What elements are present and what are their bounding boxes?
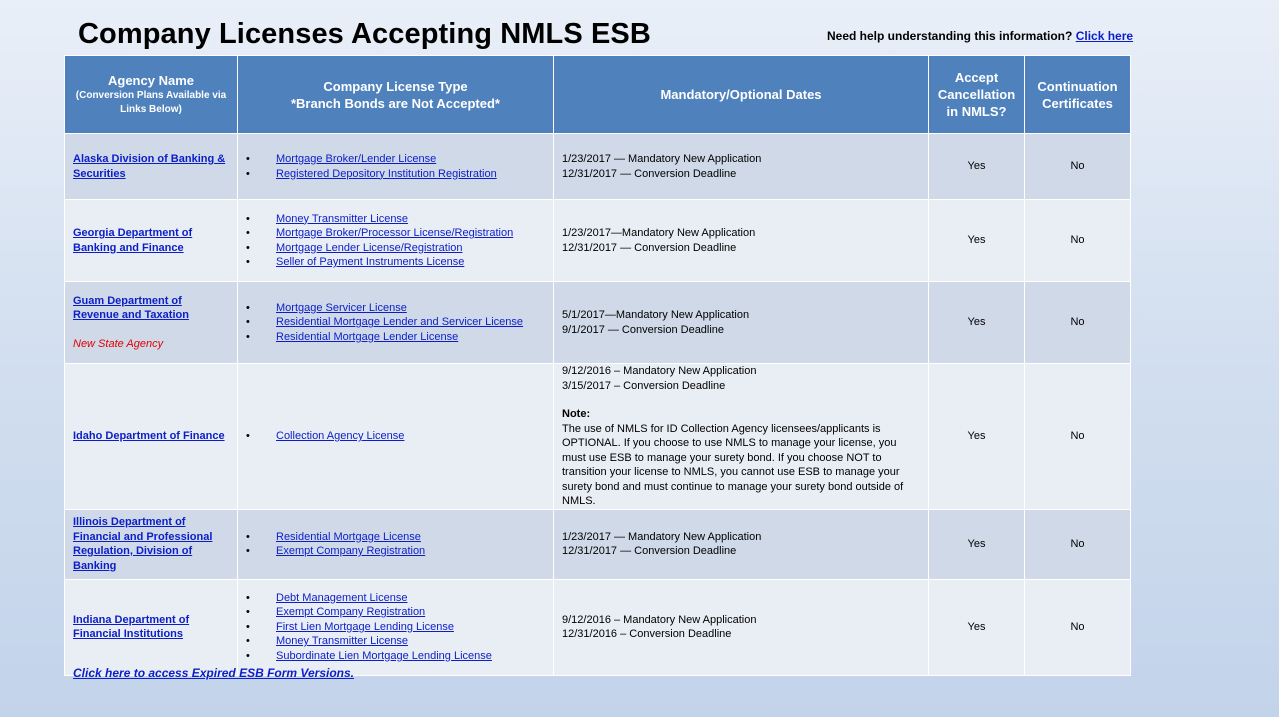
license-list [246, 152, 545, 181]
help-prompt: Need help understanding this information? [827, 29, 1073, 43]
page-title: Company Licenses Accepting NMLS ESB [78, 18, 651, 50]
license-item [246, 212, 545, 227]
license-link[interactable]: Money Transmitter License [276, 635, 409, 648]
header-row [65, 56, 1131, 134]
date-line: 1/23/2017 — Mandatory New Application [562, 530, 762, 543]
license-item [246, 591, 545, 606]
license-item [246, 315, 545, 330]
header-agency-label: Agency Name [108, 73, 194, 88]
header-license-sub: *Branch Bonds are Not Accepted* [290, 95, 500, 111]
continuation-cell: No [1025, 509, 1131, 579]
license-cell [238, 364, 554, 510]
agency-link[interactable]: Guam Department of Revenue and Taxation [73, 294, 189, 322]
cancellation-cell: Yes [929, 509, 1025, 579]
license-link[interactable]: Residential Mortgage Lender and Servicer License [276, 316, 524, 329]
date-line: 9/12/2016 – Mandatory New Application [562, 365, 757, 377]
license-item [246, 241, 545, 256]
license-cell [238, 282, 554, 364]
header-license-label: Company License Type [323, 78, 468, 94]
header-cancel: Accept Cancellation in NMLS? [929, 56, 1025, 134]
continuation-cell: No [1025, 579, 1131, 675]
cancellation-cell: Yes [929, 282, 1025, 364]
license-link[interactable]: Residential Mortgage Lender License [276, 330, 459, 343]
agency-link[interactable]: Alaska Division of Banking & Securities [73, 153, 226, 180]
table-row [65, 200, 1131, 282]
continuation-cell: No [1025, 282, 1131, 364]
date-line: 12/31/2016 – Conversion Deadline [562, 628, 732, 640]
cancellation-cell: Yes [929, 364, 1025, 510]
license-item [246, 226, 545, 241]
license-item [246, 634, 545, 649]
agency-cell [65, 509, 238, 579]
agency-link[interactable]: Indiana Department of Financial Institutions [73, 613, 190, 640]
agency-link[interactable]: Idaho Department of Finance [73, 430, 225, 442]
licenses-table [64, 55, 1131, 676]
dates-cell [554, 134, 929, 200]
license-link[interactable]: Mortgage Servicer License [276, 301, 407, 314]
date-line: 3/15/2017 – Conversion Deadline [562, 379, 726, 392]
license-link[interactable]: Residential Mortgage License [276, 530, 421, 543]
license-cell [238, 509, 554, 579]
agency-cell [65, 282, 238, 364]
dates-cell [554, 509, 929, 579]
agency-cell [65, 364, 238, 510]
header-license [238, 56, 554, 134]
header-agency-sub: (Conversion Plans Available via Links Below) [75, 90, 227, 115]
license-link[interactable]: Mortgage Broker/Processor License/Registration [276, 227, 514, 239]
header-dates: Mandatory/Optional Dates [554, 56, 929, 134]
agency-cell [65, 200, 238, 282]
cancellation-cell: Yes [929, 579, 1025, 675]
table-row [65, 364, 1131, 510]
license-cell [238, 579, 554, 675]
table-row [65, 134, 1131, 200]
license-link[interactable]: Collection Agency License [276, 430, 405, 442]
cancellation-cell: Yes [929, 200, 1025, 282]
dates-cell [554, 579, 929, 675]
agency-cell [65, 579, 238, 675]
cancellation-cell: Yes [929, 134, 1025, 200]
date-line: 12/31/2017 — Conversion Deadline [562, 167, 737, 180]
table-row [65, 282, 1131, 364]
license-item [246, 255, 545, 270]
license-list [246, 212, 545, 270]
new-agency-tag: New State Agency [73, 337, 164, 350]
date-line: 12/31/2017 — Conversion Deadline [562, 241, 737, 254]
note-label: Note: [562, 408, 591, 420]
table-body [65, 134, 1131, 676]
date-line: 12/31/2017 — Conversion Deadline [562, 545, 737, 557]
date-line: 1/23/2017 — Mandatory New Application [562, 153, 762, 165]
license-item [246, 167, 545, 182]
license-link[interactable]: Debt Management License [276, 591, 408, 604]
license-item [246, 152, 545, 167]
dates-cell [554, 364, 929, 510]
license-link[interactable]: Mortgage Broker/Lender License [276, 153, 437, 165]
license-list [246, 301, 545, 345]
license-item [246, 649, 545, 664]
table-row [65, 509, 1131, 579]
license-item [246, 429, 545, 444]
note-body: The use of NMLS for ID Collection Agency licensees/applicants is OPTIONAL. If you choose to use NMLS to manage your license, you must use ESB to manage your surety bond. If you choose NOT to transition your license to NMLS, you cannot use ESB to manage your surety bond and must continue to manage your surety bond outside of NMLS. [562, 422, 904, 507]
license-link[interactable]: Exempt Company Registration [276, 545, 426, 557]
license-item [246, 544, 545, 559]
license-link[interactable]: First Lien Mortgage Lending License [276, 620, 454, 633]
license-link[interactable]: Mortgage Lender License/Registration [276, 241, 463, 254]
dates-cell [554, 200, 929, 282]
continuation-cell: No [1025, 200, 1131, 282]
date-line: 5/1/2017—Mandatory New Application [562, 309, 750, 321]
note-text [562, 407, 920, 509]
help-link[interactable]: Click here [1075, 29, 1134, 43]
dates-cell [554, 282, 929, 364]
header-agency [65, 56, 238, 134]
license-item [246, 301, 545, 316]
license-list [246, 429, 545, 444]
date-line: 9/1/2017 — Conversion Deadline [562, 323, 725, 336]
continuation-cell: No [1025, 134, 1131, 200]
agency-cell [65, 134, 238, 200]
license-cell [238, 134, 554, 200]
date-line: 9/12/2016 – Mandatory New Application [562, 613, 757, 626]
license-item [246, 530, 545, 545]
license-link[interactable]: Subordinate Lien Mortgage Lending License [276, 649, 492, 662]
table-row [65, 579, 1131, 675]
expired-forms-link[interactable]: Click here to access Expired ESB Form Versions. [73, 666, 355, 680]
license-list [246, 530, 545, 559]
license-link[interactable]: Seller of Payment Instruments License [276, 256, 465, 268]
license-item [246, 330, 545, 345]
license-item [246, 620, 545, 635]
license-link[interactable]: Money Transmitter License [276, 212, 409, 225]
license-item [246, 605, 545, 620]
help-text [827, 29, 1133, 43]
date-line: 1/23/2017—Mandatory New Application [562, 227, 756, 239]
continuation-cell: No [1025, 364, 1131, 510]
license-link[interactable]: Exempt Company Registration [276, 606, 426, 619]
license-cell [238, 200, 554, 282]
footer [73, 666, 354, 680]
license-list [246, 591, 545, 664]
agency-link[interactable]: Illinois Department of Financial and Professional Regulation, Division of Banking [73, 516, 213, 572]
agency-link[interactable]: Georgia Department of Banking and Finance [73, 227, 193, 254]
header-continuation: Continuation Certificates [1025, 56, 1131, 134]
license-link[interactable]: Registered Depository Institution Registration [276, 167, 497, 180]
